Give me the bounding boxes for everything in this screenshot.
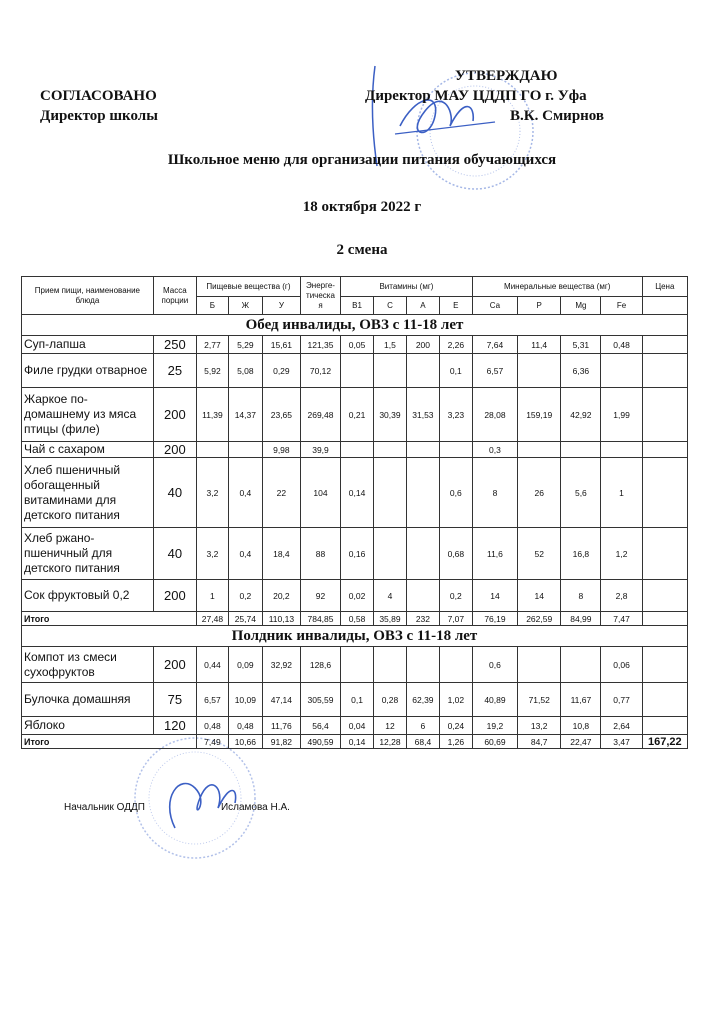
value-en: 56,4	[300, 717, 340, 735]
value-c: 1,5	[374, 336, 407, 354]
table-row	[22, 388, 688, 442]
value-b: 0,44	[196, 647, 228, 683]
value-mg: 16,8	[561, 528, 601, 580]
dish-name: Сок фруктовый 0,2	[22, 580, 154, 612]
value-e: 3,23	[439, 388, 472, 442]
value-p: 159,19	[518, 388, 561, 442]
value-en: 88	[300, 528, 340, 580]
value-en: 305,59	[300, 683, 340, 717]
portion-mass: 200	[153, 442, 196, 458]
total-label: Итого	[22, 612, 197, 626]
value-p: 14	[518, 580, 561, 612]
approved-block	[365, 66, 665, 126]
subheader-zh: Ж	[228, 297, 262, 315]
value-mg	[561, 442, 601, 458]
subheader-e: Е	[439, 297, 472, 315]
portion-mass: 250	[153, 336, 196, 354]
value-u: 18,4	[262, 528, 300, 580]
header-row	[22, 277, 688, 297]
value-a	[406, 528, 439, 580]
value-b: 3,2	[196, 458, 228, 528]
value-zh: 0,4	[228, 528, 262, 580]
total-zh: 25,74	[228, 612, 262, 626]
portion-mass: 75	[153, 683, 196, 717]
value-b1: 0,21	[341, 388, 374, 442]
agreed-block	[40, 86, 158, 126]
value-mg: 11,67	[561, 683, 601, 717]
value-ca: 6,57	[472, 354, 517, 388]
value-mg: 5,31	[561, 336, 601, 354]
value-a: 31,53	[406, 388, 439, 442]
value-b1	[341, 442, 374, 458]
dish-name: Яблоко	[22, 717, 154, 735]
value-p: 26	[518, 458, 561, 528]
table-row	[22, 717, 688, 735]
value-ca: 8	[472, 458, 517, 528]
menu-table	[21, 276, 688, 749]
value-fe	[601, 354, 642, 388]
value-fe: 1,2	[601, 528, 642, 580]
approved-name: В.К. Смирнов	[510, 108, 605, 124]
value-p: 71,52	[518, 683, 561, 717]
table-row	[22, 580, 688, 612]
dish-name: Хлеб ржано-пшеничный для детского питания	[22, 528, 154, 580]
value-p	[518, 354, 561, 388]
value-a	[406, 458, 439, 528]
portion-mass: 120	[153, 717, 196, 735]
total-mg: 84,99	[561, 612, 601, 626]
table-row	[22, 442, 688, 458]
value-e: 1,02	[439, 683, 472, 717]
total-label: Итого	[22, 735, 197, 749]
portion-mass: 40	[153, 458, 196, 528]
value-b1: 0,02	[341, 580, 374, 612]
value-a	[406, 647, 439, 683]
value-u: 22	[262, 458, 300, 528]
value-zh: 0,4	[228, 458, 262, 528]
subheader-price-empty	[642, 297, 687, 315]
value-b1: 0,04	[341, 717, 374, 735]
total-zh: 10,66	[228, 735, 262, 749]
value-fe: 2,64	[601, 717, 642, 735]
value-e: 2,26	[439, 336, 472, 354]
value-u: 9,98	[262, 442, 300, 458]
total-b: 27,48	[196, 612, 228, 626]
value-zh: 0,48	[228, 717, 262, 735]
price-cell	[642, 388, 687, 442]
total-fe: 7,47	[601, 612, 642, 626]
total-price	[642, 612, 687, 626]
section-title-row	[22, 626, 688, 647]
value-zh: 5,29	[228, 336, 262, 354]
value-a	[406, 580, 439, 612]
value-zh	[228, 442, 262, 458]
dish-name: Хлеб пшеничный обогащенный витаминами для детского питания	[22, 458, 154, 528]
subheader-mg: Mg	[561, 297, 601, 315]
subheader-ca: Са	[472, 297, 517, 315]
value-c	[374, 354, 407, 388]
table-row	[22, 683, 688, 717]
document-title: Школьное меню для организации питания обучающихся	[167, 152, 557, 168]
value-e: 0,68	[439, 528, 472, 580]
value-mg: 8	[561, 580, 601, 612]
value-e: 0,2	[439, 580, 472, 612]
value-en: 39,9	[300, 442, 340, 458]
portion-mass: 200	[153, 388, 196, 442]
value-b: 5,92	[196, 354, 228, 388]
subheader-u: У	[262, 297, 300, 315]
value-zh: 0,2	[228, 580, 262, 612]
total-mg: 22,47	[561, 735, 601, 749]
value-e	[439, 442, 472, 458]
total-c: 12,28	[374, 735, 407, 749]
value-fe: 2,8	[601, 580, 642, 612]
price-cell	[642, 442, 687, 458]
table-row	[22, 528, 688, 580]
price-cell	[642, 717, 687, 735]
value-a	[406, 442, 439, 458]
header-meal: Прием пищи, наименование блюда	[22, 277, 154, 315]
value-u: 32,92	[262, 647, 300, 683]
value-p	[518, 442, 561, 458]
subheader-a: А	[406, 297, 439, 315]
value-e: 0,1	[439, 354, 472, 388]
value-p: 13,2	[518, 717, 561, 735]
section-title: Полдник инвалиды, ОВЗ с 11-18 лет	[22, 626, 688, 647]
value-mg: 5,6	[561, 458, 601, 528]
value-en: 128,6	[300, 647, 340, 683]
value-a	[406, 354, 439, 388]
value-ca: 40,89	[472, 683, 517, 717]
header-nutrients: Пищевые вещества (г)	[196, 277, 300, 297]
total-b: 7,49	[196, 735, 228, 749]
table-row	[22, 354, 688, 388]
approved-title: УТВЕРЖДАЮ	[455, 68, 558, 84]
value-mg: 42,92	[561, 388, 601, 442]
value-p	[518, 647, 561, 683]
price-cell	[642, 580, 687, 612]
total-en: 784,85	[300, 612, 340, 626]
portion-mass: 200	[153, 580, 196, 612]
header-energy: Энерге-тическа я	[300, 277, 340, 315]
value-b: 6,57	[196, 683, 228, 717]
value-e: 0,24	[439, 717, 472, 735]
value-a: 62,39	[406, 683, 439, 717]
value-c: 4	[374, 580, 407, 612]
value-zh: 14,37	[228, 388, 262, 442]
value-b1: 0,14	[341, 458, 374, 528]
total-c: 35,89	[374, 612, 407, 626]
table-row	[22, 336, 688, 354]
total-a: 232	[406, 612, 439, 626]
portion-mass: 25	[153, 354, 196, 388]
subheader-p: Р	[518, 297, 561, 315]
value-c: 12	[374, 717, 407, 735]
value-b: 2,77	[196, 336, 228, 354]
total-e: 1,26	[439, 735, 472, 749]
price-cell	[642, 458, 687, 528]
value-b: 3,2	[196, 528, 228, 580]
section-title-row	[22, 315, 688, 336]
value-b1	[341, 354, 374, 388]
value-b	[196, 442, 228, 458]
footer-name: Исламова Н.А.	[220, 802, 290, 813]
total-row	[22, 612, 688, 626]
approved-role: Директор МАУ ЦДДП ГО г. Уфа	[365, 88, 587, 104]
value-en: 92	[300, 580, 340, 612]
value-b: 1	[196, 580, 228, 612]
total-ca: 60,69	[472, 735, 517, 749]
value-fe: 0,06	[601, 647, 642, 683]
value-ca: 14	[472, 580, 517, 612]
dish-name: Чай с сахаром	[22, 442, 154, 458]
table-row	[22, 647, 688, 683]
total-e: 7,07	[439, 612, 472, 626]
value-b: 11,39	[196, 388, 228, 442]
price-cell	[642, 528, 687, 580]
footer-role: Начальник ОДДП	[64, 802, 145, 813]
value-ca: 0,6	[472, 647, 517, 683]
total-b1: 0,14	[341, 735, 374, 749]
value-c: 30,39	[374, 388, 407, 442]
value-en: 269,48	[300, 388, 340, 442]
price-cell	[642, 336, 687, 354]
subheader-fe: Fe	[601, 297, 642, 315]
agreed-title: СОГЛАСОВАНО	[40, 88, 157, 104]
value-u: 47,14	[262, 683, 300, 717]
total-fe: 3,47	[601, 735, 642, 749]
value-fe: 0,77	[601, 683, 642, 717]
value-u: 20,2	[262, 580, 300, 612]
price-cell	[642, 647, 687, 683]
subheader-b: Б	[196, 297, 228, 315]
header-mass: Масса порции	[153, 277, 196, 315]
agreed-role: Директор школы	[40, 108, 158, 124]
value-ca: 28,08	[472, 388, 517, 442]
value-u: 11,76	[262, 717, 300, 735]
footer-signature	[64, 802, 290, 813]
value-a: 6	[406, 717, 439, 735]
total-en: 490,59	[300, 735, 340, 749]
value-fe: 0,48	[601, 336, 642, 354]
value-zh: 0,09	[228, 647, 262, 683]
value-mg: 10,8	[561, 717, 601, 735]
total-b1: 0,58	[341, 612, 374, 626]
value-en: 70,12	[300, 354, 340, 388]
total-a: 68,4	[406, 735, 439, 749]
total-u: 110,13	[262, 612, 300, 626]
value-ca: 0,3	[472, 442, 517, 458]
dish-name: Суп-лапша	[22, 336, 154, 354]
value-e	[439, 647, 472, 683]
value-p: 52	[518, 528, 561, 580]
value-e: 0,6	[439, 458, 472, 528]
value-c	[374, 647, 407, 683]
value-u: 23,65	[262, 388, 300, 442]
subheader-b1: В1	[341, 297, 374, 315]
total-price: 167,22	[642, 735, 687, 749]
header-price: Цена	[642, 277, 687, 297]
value-ca: 11,6	[472, 528, 517, 580]
value-fe: 1	[601, 458, 642, 528]
header-vitamins: Витамины (мг)	[341, 277, 473, 297]
header-minerals: Минеральные вещества (мг)	[472, 277, 642, 297]
value-fe	[601, 442, 642, 458]
value-zh: 10,09	[228, 683, 262, 717]
table-row	[22, 458, 688, 528]
dish-name: Филе грудки отварное	[22, 354, 154, 388]
value-fe: 1,99	[601, 388, 642, 442]
total-p: 262,59	[518, 612, 561, 626]
value-b1	[341, 647, 374, 683]
price-cell	[642, 354, 687, 388]
dish-name: Жаркое по-домашнему из мяса птицы (филе)	[22, 388, 154, 442]
value-b1: 0,16	[341, 528, 374, 580]
value-en: 121,35	[300, 336, 340, 354]
value-c	[374, 528, 407, 580]
document-date: 18 октября 2022 г	[302, 199, 422, 215]
value-u: 15,61	[262, 336, 300, 354]
total-p: 84,7	[518, 735, 561, 749]
total-row	[22, 735, 688, 749]
document-shift: 2 смена	[336, 242, 388, 258]
value-b1: 0,05	[341, 336, 374, 354]
value-c	[374, 458, 407, 528]
price-cell	[642, 683, 687, 717]
value-p: 11,4	[518, 336, 561, 354]
value-b1: 0,1	[341, 683, 374, 717]
value-zh: 5,08	[228, 354, 262, 388]
value-mg	[561, 647, 601, 683]
subheader-c: С	[374, 297, 407, 315]
section-title: Обед инвалиды, ОВЗ с 11-18 лет	[22, 315, 688, 336]
footer-stamp	[120, 728, 270, 868]
total-u: 91,82	[262, 735, 300, 749]
value-a: 200	[406, 336, 439, 354]
value-c: 0,28	[374, 683, 407, 717]
portion-mass: 40	[153, 528, 196, 580]
dish-name: Компот из смеси сухофруктов	[22, 647, 154, 683]
value-en: 104	[300, 458, 340, 528]
value-mg: 6,36	[561, 354, 601, 388]
total-ca: 76,19	[472, 612, 517, 626]
value-c	[374, 442, 407, 458]
value-u: 0,29	[262, 354, 300, 388]
portion-mass: 200	[153, 647, 196, 683]
dish-name: Булочка домашняя	[22, 683, 154, 717]
value-b: 0,48	[196, 717, 228, 735]
value-ca: 19,2	[472, 717, 517, 735]
value-ca: 7,64	[472, 336, 517, 354]
